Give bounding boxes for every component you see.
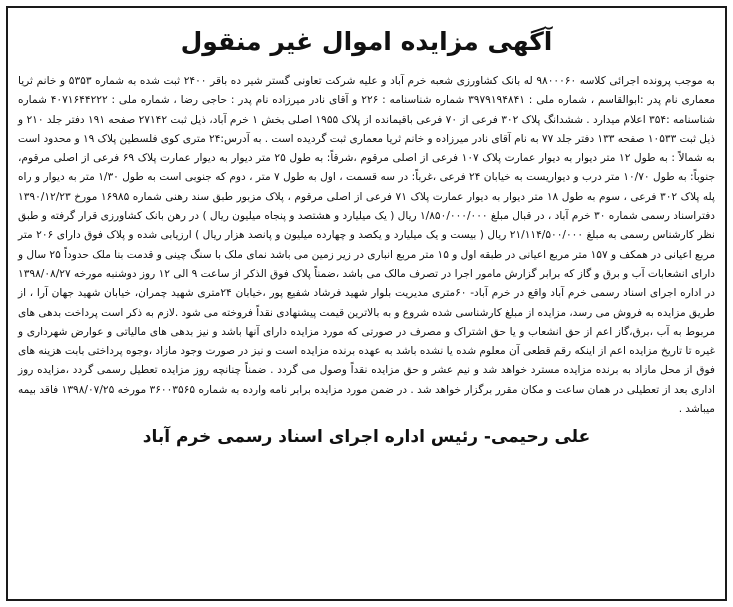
notice-title: آگهی مزایده اموال غیر منقول: [180, 27, 553, 56]
notice-frame: [6, 6, 727, 601]
notice-signature: علی رحیمی- رئیس اداره اجرای اسناد رسمی خرم آباد: [142, 427, 591, 448]
notice-body: به موجب پرونده اجرائی کلاسه ۹۸۰۰۰۶۰ له بانک کشاورزی شعبه خرم آباد و علیه شرکت تعاونی گستر شیر ده باقر ۲۴۰۰ ثبت شده به شماره ۵۳۵۳ و خانم ثریا معماری نام پدر :ابوالقاسم ، شماره ملی : ۳۹۷۹۱۹۴۸۴۱ شماره شناسنامه : ۲۲۶ و آقای نادر میرزاده نام پدر : حاجی رضا ، شماره ملی : ۴۰۷۱۶۴۴۲۲۲ شماره شناسنامه :۳۵۴ اعلام میدارد . ششدانگ پلاک ۳۰۲ فرعی از ۷۰ فرعی باقیمانده از پلاک ۱۹۵۵ اصلی بخش ۱ خرم آباد، ذیل ثبت ۲۷۱۴۲ صفحه ۱۹۱ دفتر جلد ۲۱۰ و ذیل ثبت ۱۰۵۳۳ صفحه ۱۳۳ دفتر جلد ۷۷ به نام آقای نادر میرزاده و خانم ثریا معماری ثبت گردیده است . به آدرس:۲۴ متری کوی فلسطین پلاک ۱۹ و محدود است به شمالاً : به طول ۱۲ متر دیوار به دیوار عمارت پلاک ۱۰۷ فرعی از اصلی مرقوم ،شرقاً: به طول ۲۵ متر دیوار به دیوار عمارت پلاک ۶۹ فرعی از اصلی مرقوم، جنوباً: به طول ۱۰/۷۰ متر درب و دیواریست به خیابان ۲۴ فرعی ،غرباً: در سه قسمت ، اول به طول ۷ متر ، دوم که جنوبی است به طول ۱/۳۰ متر به دیوار و راه پله پلاک ۳۰۲ فرعی ، سوم به طول ۱۸ متر دیوار به دیوار عمارت پلاک ۷۱ فرعی از اصلی مرقوم ، پلاک مزبور طبق سند رهنی شماره ۱۶۹۸۵ مورخ ۱۳۹۰/۱۲/۲۳ دفتراسناد رسمی شماره ۳۰ خرم آباد ، در قبال مبلغ ۱/۸۵۰/۰۰۰/۰۰۰ ریال ( یک میلیارد و هشتصد و پنجاه میلیون ریال ) در رهن بانک کشاورزی قرار گرفته و طبق نظر کارشناس رسمی به مبلغ ۲۱/۱۱۴/۵۰۰/۰۰۰ ریال ( بیست و یک میلیارد و یکصد و چهارده میلیون و پانصد هزار ریال ) ارزیابی شده و پلاک فوق دارای ۲۰۶ متر مربع اعیانی در همکف و ۱۵۷ متر مربع اعیانی در طبقه اول و ۱۵ متر مربع انباری در زیر زمین می باشد نمای ملک با سنگ چینی و قدمت بنا ملک حدوداً ۲۵ سال و دارای انشعابات آب و برق و گاز که برابر گزارش مامور اجرا در تصرف مالک می باشد ،ضمناً پلاک فوق الذکر از ساعت ۹ الی ۱۲ روز دوشنبه مورخه ۱۳۹۸/۰۸/۲۷ در اداره اجرای اسناد رسمی خرم آباد واقع در خرم آباد- ۶۰متری مدیریت بلوار شهید فرشاد شفیع پور ،خیابان ۲۴متری شهید چمران، خیابان شهید جهان آرا ، از طریق مزایده به فروش می رسد، مزایده از مبلغ کارشناسی شده شروع و به بالاترین قیمت پیشنهادی نقداً فروخته می شود .لازم به ذکر است پرداخت بدهی های مربوط به آب ،برق،گاز اعم از حق انشعاب و یا حق اشتراک و مصرف در صورتی که مورد مزایده دارای آنها باشد و نیز بدهی های مالیاتی و عوارض شهرداری و غیره تا تاریخ مزایده اعم از اینکه رقم قطعی آن معلوم شده یا نشده باشد به عهده برنده مزایده است و نیز در صورت وجود مازاد ،وجوه پرداختی بابت هزینه های فوق از محل مازاد به برنده مزایده مسترد خواهد شد و نیم عشر و حق مزایده نقداً وصول می گردد . ضمناً چنانچه روز مزایده تعطیل رسمی گردد ،مزایده روز اداری بعد از تعطیلی در همان ساعت و مکان مقرر برگزار خواهد شد . در ضمن مورد مزایده برابر نامه وارده به شماره ۳۶۰۰۳۵۶۵ مورخه ۱۳۹۸/۰۷/۲۵ فاقد بیمه میباشد .: [18, 75, 716, 416]
